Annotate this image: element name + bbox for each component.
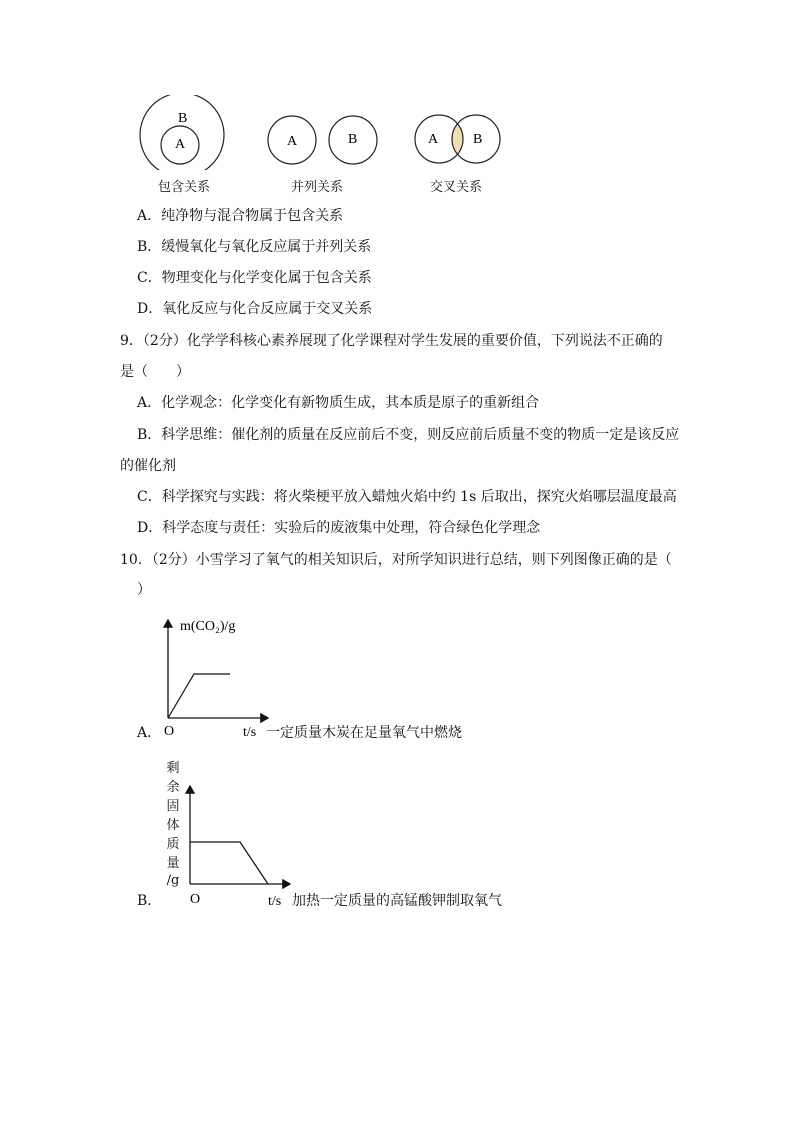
venn-caption-parallel: 并列关系 <box>291 180 344 195</box>
venn-caption-containment: 包含关系 <box>158 180 211 195</box>
graph-b-ylabel-char-3: 固 <box>166 799 180 814</box>
venn-outer-circle-b <box>140 95 224 170</box>
graph-b-ylabel-char-6: 量 <box>166 856 180 871</box>
q10-stem-line-1: 10．（2分）小雪学习了氧气的相关知识后，对所学知识进行总结，则下列图像正确的是（ <box>120 552 672 568</box>
graph-b-ylabel-char-2: 余 <box>166 780 180 795</box>
graph-b-ylabel-char-4: 体 <box>166 818 180 833</box>
q9-option-b-line-2: 的催化剂 <box>120 458 176 474</box>
graph-b-ylabel-char-1: 剩 <box>166 761 180 776</box>
venn-parallel-label-a: A <box>287 134 298 149</box>
venn-inner-label: A <box>175 137 186 152</box>
q9-option-c: C．科学探究与实践：将火柴梗平放入蜡烛火焰中约 1s 后取出，探究火焰哪层温度最高 <box>137 489 677 505</box>
q8-option-a: A．纯净物与混合物属于包含关系 <box>137 208 344 224</box>
graph-a-curve <box>168 674 230 718</box>
q9-stem-line-2: 是（ ） <box>120 364 190 380</box>
q9-option-b-line-1: B．科学思维：催化剂的质量在反应前后不变，则反应前后质量不变的物质一定是该反应 <box>137 427 680 443</box>
q10-graph-a-letter: A． <box>137 725 162 741</box>
venn-caption-intersection: 交叉关系 <box>430 180 483 195</box>
graph-b-xlabel: t/s <box>268 894 282 909</box>
q8-option-d: D．氧化反应与化合反应属于交叉关系 <box>137 301 373 317</box>
graph-a-origin: O <box>164 724 175 739</box>
q8-option-b: B．缓慢氧化与氧化反应属于并列关系 <box>137 239 372 255</box>
venn-cross-label-a: A <box>428 132 439 147</box>
graph-b-origin: O <box>190 892 201 907</box>
q9-stem-line-1: 9．（2分）化学学科核心素养展现了化学课程对学生发展的重要价值，下列说法不正确的 <box>120 333 663 349</box>
q10-stem-line-2: ） <box>137 582 151 598</box>
q8-option-c: C．物理变化与化学变化属于包含关系 <box>137 270 372 286</box>
graph-b-ylabel-char-5: 质 <box>166 837 180 852</box>
graph-a-xlabel: t/s <box>243 725 257 740</box>
venn-outer-label: B <box>178 111 188 126</box>
q10-graph-b-letter: B． <box>137 893 162 909</box>
q10-graph-b-caption: 加热一定质量的高锰酸钾制取氧气 <box>292 893 502 909</box>
graph-b-ylabel-char-7: /g <box>166 873 180 888</box>
graph-a-ylabel: m(CO₂)/g <box>180 619 236 634</box>
venn-diagrams <box>130 95 520 170</box>
q10-graph-a-caption: 一定质量木炭在足量氧气中燃烧 <box>266 725 462 741</box>
graph-b-curve <box>190 842 268 884</box>
q9-option-d: D．科学态度与责任：实验后的废液集中处理，符合绿色化学理念 <box>137 520 541 536</box>
q9-option-a: A．化学观念：化学变化有新物质生成，其本质是原子的重新组合 <box>137 395 540 411</box>
venn-cross-label-b: B <box>473 132 483 147</box>
venn-parallel-label-b: B <box>348 132 358 147</box>
